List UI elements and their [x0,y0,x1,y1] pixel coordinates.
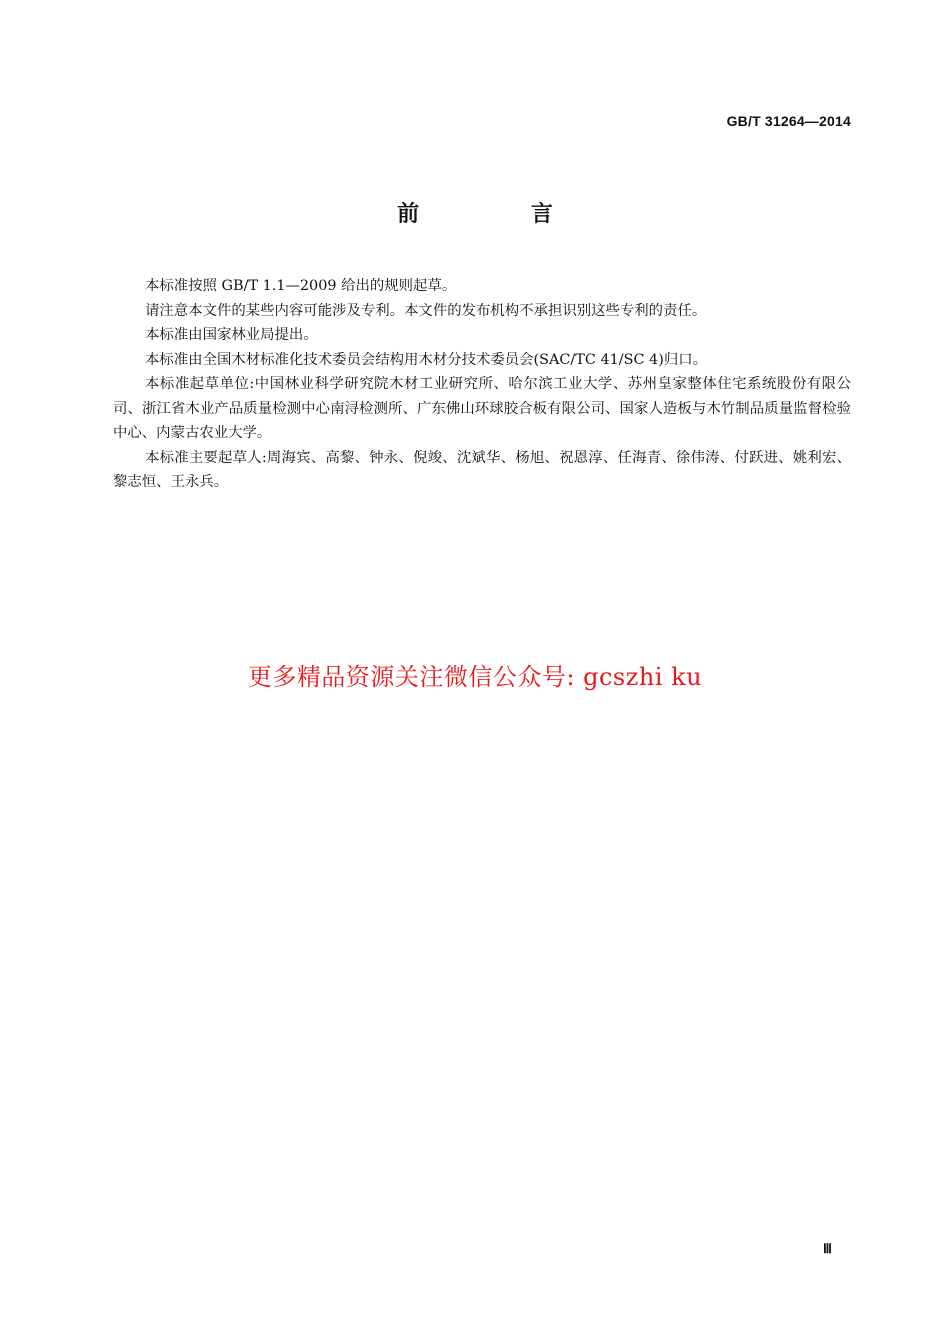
foreword-body [113,274,851,495]
standard-number: GB/T 31264—2014 [726,113,851,129]
paragraph-drafting-organizations: 本标准起草单位:中国林业科学研究院木材工业研究所、哈尔滨工业大学、苏州皇家整体住宅系统股份有限公司、浙江省木业产品质量检测中心南浔检测所、广东佛山环球胶合板有限公司、国家人造板与木竹制品质量监督检验中心、内蒙古农业大学。 [113,376,851,441]
page-number: Ⅲ [823,1241,832,1256]
paragraph-drafting-rules: 本标准按照 GB/T 1.1—2009 给出的规则起草。 [145,278,457,294]
paragraph-proposer: 本标准由国家林业局提出。 [145,327,318,343]
page-title: 前 言 [397,202,605,227]
wechat-notice: 更多精品资源关注微信公众号: gcszhi ku [247,663,703,691]
paragraph-technical-committee: 本标准由全国木材标准化技术委员会结构用木材分技术委员会(SAC/TC 41/SC 4)归口。 [145,351,708,368]
paragraph-patent-notice: 请注意本文件的某些内容可能涉及专利。本文件的发布机构不承担识别这些专利的责任。 [145,302,707,319]
paragraph-main-drafters: 本标准主要起草人:周海宾、高黎、钟永、倪竣、沈斌华、杨旭、祝恩淳、任海青、徐伟涛、付跃进、姚利宏、黎志恒、王永兵。 [113,449,851,490]
